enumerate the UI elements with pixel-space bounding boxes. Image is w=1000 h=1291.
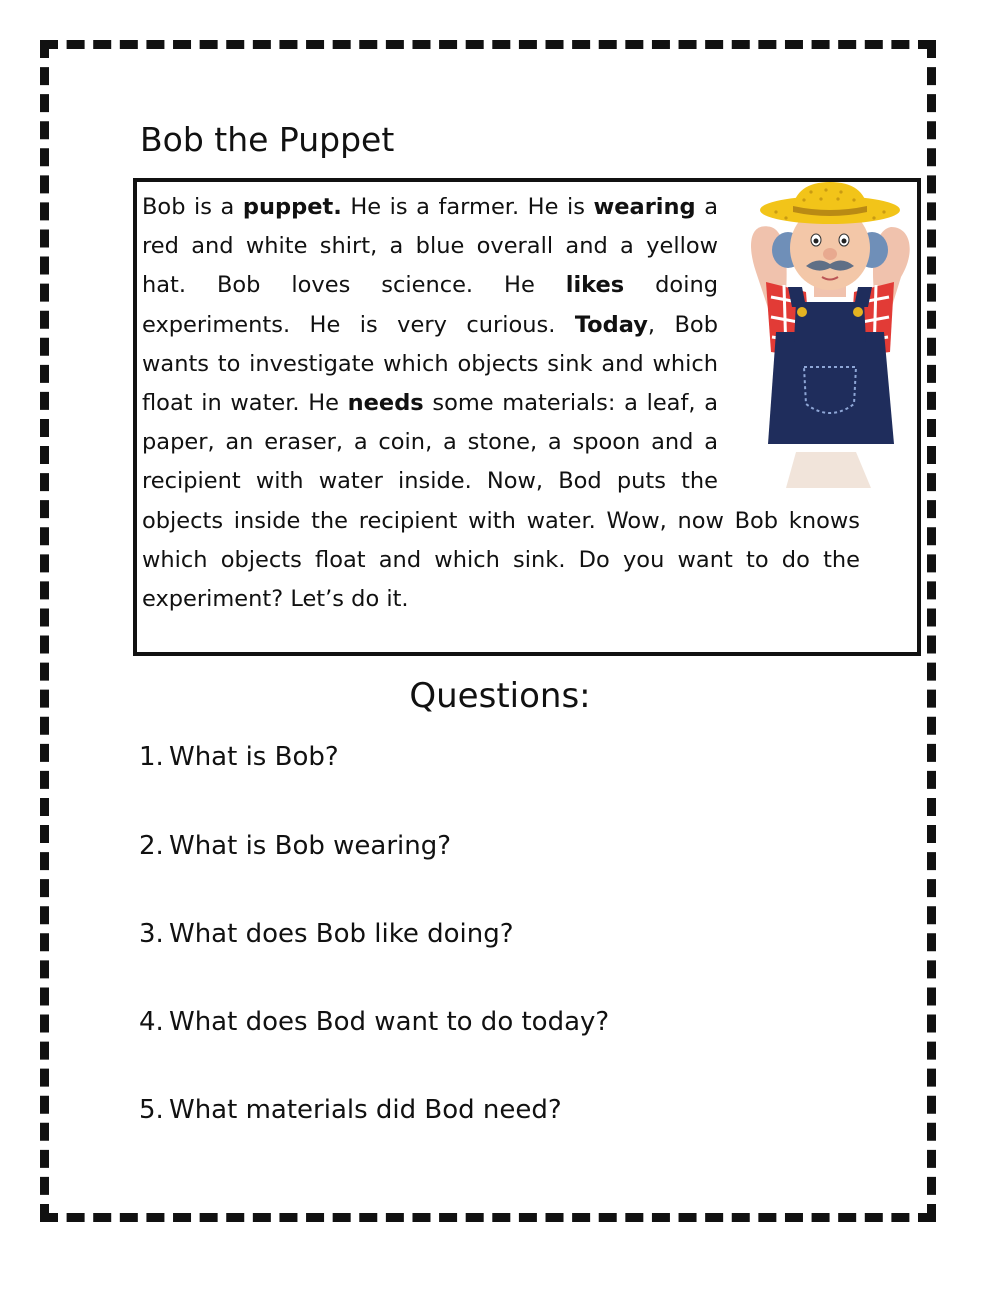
- question-number: 3.: [139, 919, 164, 949]
- passage-text: He is a farmer. He is: [341, 194, 594, 220]
- keyword-likes: likes: [565, 272, 625, 299]
- passage-text: a red and white shirt, a blue overall and a yellow hat. Bob loves science. He: [142, 194, 718, 299]
- passage-text: some materials: a leaf, a paper, an eraser, a coin, a stone, a spoon and a recipient with water inside. Now, Bod puts the objects inside the recipient with water. Wow, now Bob knows which objects float and which sink. Do you want to do the experiment? Let’s do it.: [142, 390, 860, 613]
- question-text: What is Bob wearing?: [169, 831, 452, 861]
- reading-passage-box: [133, 178, 921, 656]
- passage-text: , Bob wants to investigate which objects sink and which float in water. He: [142, 311, 718, 417]
- questions-heading: Questions:: [409, 676, 591, 716]
- question-text: What does Bob like doing?: [169, 919, 514, 949]
- keyword-needs: needs: [347, 390, 424, 417]
- reading-passage: [142, 188, 860, 619]
- question-item: [139, 1007, 609, 1037]
- farmer-puppet-image: [726, 182, 926, 488]
- question-text: What is Bob?: [169, 742, 339, 772]
- question-number: 1.: [139, 742, 164, 772]
- question-number: 5.: [139, 1095, 164, 1125]
- keyword-today: Today: [574, 311, 648, 338]
- passage-text: doing experiments. He is very curious.: [142, 272, 718, 338]
- passage-text: Bob is a: [142, 194, 243, 220]
- question-item: [139, 1095, 562, 1125]
- question-item: [139, 742, 339, 772]
- question-number: 2.: [139, 831, 164, 861]
- worksheet-title: Bob the Puppet: [140, 120, 395, 159]
- question-text: What materials did Bod need?: [169, 1095, 562, 1125]
- keyword-puppet: puppet.: [242, 194, 342, 220]
- question-item: [139, 831, 451, 861]
- keyword-wearing: wearing: [593, 194, 696, 220]
- question-text: What does Bod want to do today?: [169, 1007, 610, 1037]
- question-item: [139, 919, 514, 949]
- question-number: 4.: [139, 1007, 164, 1037]
